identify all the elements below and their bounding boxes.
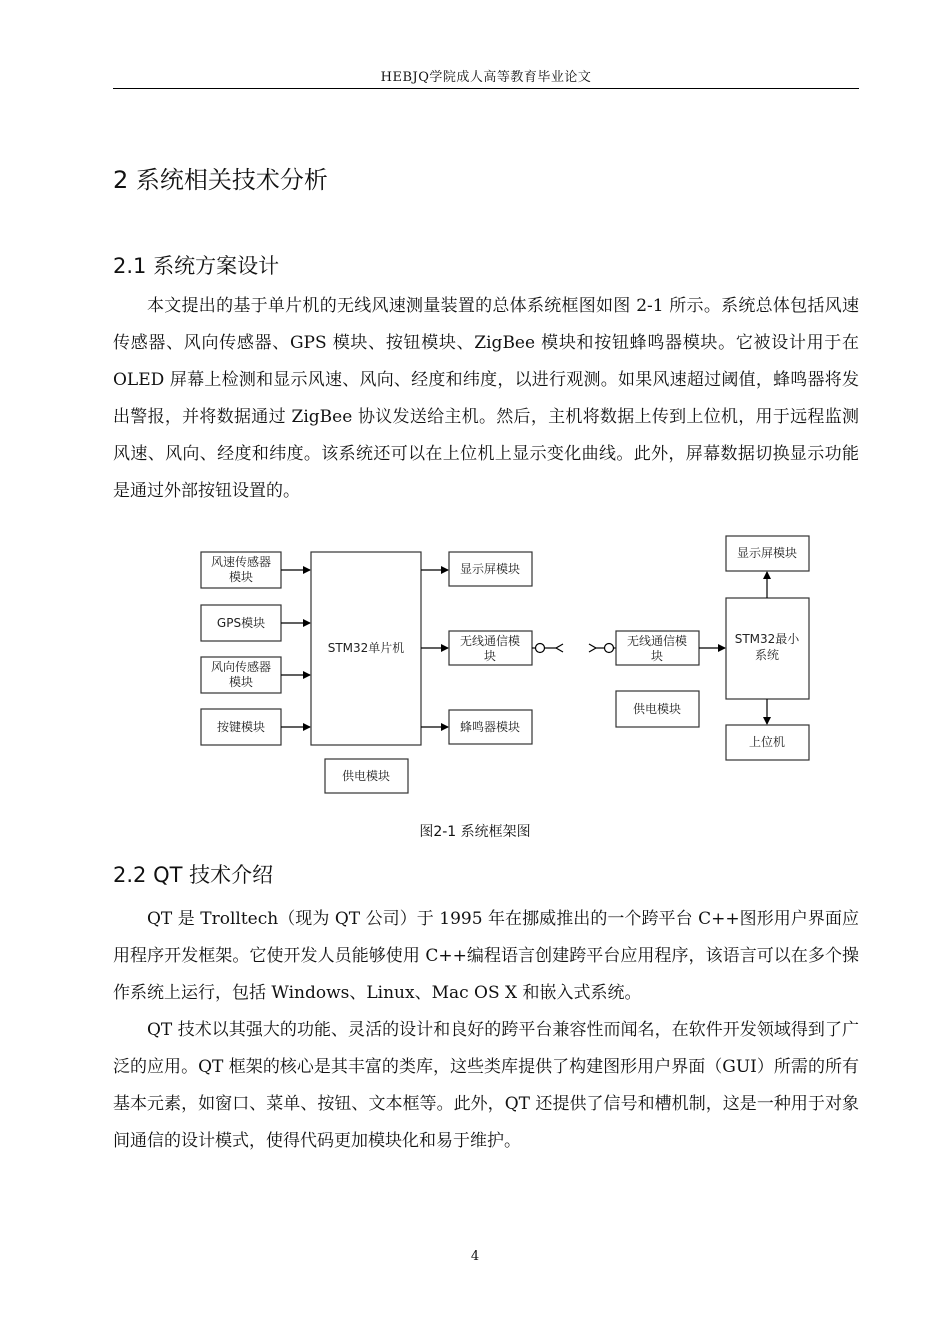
remote-power-module-label: 供电模块 bbox=[632, 702, 682, 716]
power-module-block-left bbox=[325, 759, 408, 793]
gps-module-label: GPS模块 bbox=[216, 616, 266, 630]
stm32-mcu-block bbox=[311, 552, 421, 745]
antenna-left-icon bbox=[536, 644, 545, 653]
wireless-module-label-1: 无线通信模 bbox=[459, 634, 521, 648]
remote-display-module-label: 显示屏模块 bbox=[736, 546, 798, 560]
buzzer-module-block bbox=[449, 710, 532, 744]
wind-speed-sensor-block bbox=[201, 552, 281, 588]
wind-direction-sensor-label-2: 模块 bbox=[228, 675, 254, 689]
remote-display-module-block bbox=[726, 536, 809, 571]
signal-arrow-left-icon bbox=[556, 644, 563, 652]
wind-speed-sensor-label-1: 风速传感器 bbox=[210, 555, 272, 569]
section-2-2-paragraph-2: QT 技术以其强大的功能、灵活的设计和良好的跨平台兼容性而闻名，在软件开发领域得到了广泛的应用。QT 框架的核心是其丰富的类库，这些类库提供了构建图形用户界面（GUI）所需的所有基本元素，如窗口、菜单、按钮、文本框等。此外，QT 还提供了信号和槽机制，这是一种用于对象间通信的设计模式，使得代码更加模块化和易于维护。 bbox=[113, 1020, 859, 1151]
wireless-module-label-2: 块 bbox=[483, 649, 497, 663]
running-header: HEBJQ学院成人高等教育毕业论文 bbox=[380, 70, 592, 85]
gps-module-block bbox=[201, 605, 281, 641]
buzzer-module-label: 蜂鸣器模块 bbox=[459, 720, 521, 734]
wireless-module-block bbox=[449, 631, 532, 665]
header-rule bbox=[113, 88, 859, 89]
stm32-minimum-system-label-1: STM32最小 bbox=[734, 632, 800, 646]
remote-wireless-module-label-1: 无线通信模 bbox=[626, 634, 688, 648]
host-computer-label: 上位机 bbox=[748, 735, 786, 749]
wind-direction-sensor-block bbox=[201, 657, 281, 693]
stm32-minimum-system-label-2: 系统 bbox=[754, 648, 780, 662]
remote-wireless-module-label-2: 块 bbox=[650, 649, 664, 663]
display-module-label: 显示屏模块 bbox=[459, 562, 521, 576]
section-2-2-paragraph-1: QT 是 Trolltech（现为 QT 公司）于 1995 年在挪威推出的一个跨平台 C++图形用户界面应用程序开发框架。它使开发人员能够使用 C++编程语言创建跨平台应用程序，该语言可以在多个操作系统上运行，包括 Windows、Linux、Mac OS X 和嵌入式系统。 bbox=[113, 909, 859, 1003]
system-block-diagram bbox=[190, 535, 820, 805]
stm32-mcu-label: STM32单片机 bbox=[327, 641, 405, 655]
wireless-link bbox=[532, 644, 616, 653]
key-module-block bbox=[201, 709, 281, 745]
figure-caption: 图2-1 系统框架图 bbox=[419, 824, 531, 840]
page-number: 4 bbox=[470, 1249, 480, 1264]
display-module-block bbox=[449, 552, 532, 586]
remote-power-module-block bbox=[616, 691, 699, 727]
remote-wireless-module-block bbox=[616, 631, 699, 665]
stm32-minimum-system-block bbox=[726, 598, 809, 699]
chapter-title: 2 系统相关技术分析 bbox=[113, 166, 328, 194]
antenna-right-icon bbox=[605, 644, 614, 653]
section-title-2-1: 2.1 系统方案设计 bbox=[113, 254, 280, 278]
wind-speed-sensor-label-2: 模块 bbox=[228, 570, 254, 584]
power-module-label-left: 供电模块 bbox=[341, 769, 391, 783]
wind-direction-sensor-label-1: 风向传感器 bbox=[210, 660, 272, 674]
key-module-label: 按键模块 bbox=[216, 720, 266, 734]
signal-arrow-right-icon bbox=[589, 644, 596, 652]
host-computer-block bbox=[726, 725, 809, 760]
section-title-2-2: 2.2 QT 技术介绍 bbox=[113, 863, 274, 887]
section-2-1-paragraph: 本文提出的基于单片机的无线风速测量装置的总体系统框图如图 2-1 所示。系统总体包括风速传感器、风向传感器、GPS 模块、按钮模块、ZigBee 模块和按钮蜂鸣器模块。它被设计用于在 OLED 屏幕上检测和显示风速、风向、经度和纬度，以进行观测。如果风速超过阈值，蜂鸣器将发出警报，并将数据通过 ZigBee 协议发送给主机。然后，主机将数据上传到上位机，用于远程监测风速、风向、经度和纬度。该系统还可以在上位机上显示变化曲线。此外，屏幕数据切换显示功能是通过外部按钮设置的。 bbox=[113, 296, 859, 501]
